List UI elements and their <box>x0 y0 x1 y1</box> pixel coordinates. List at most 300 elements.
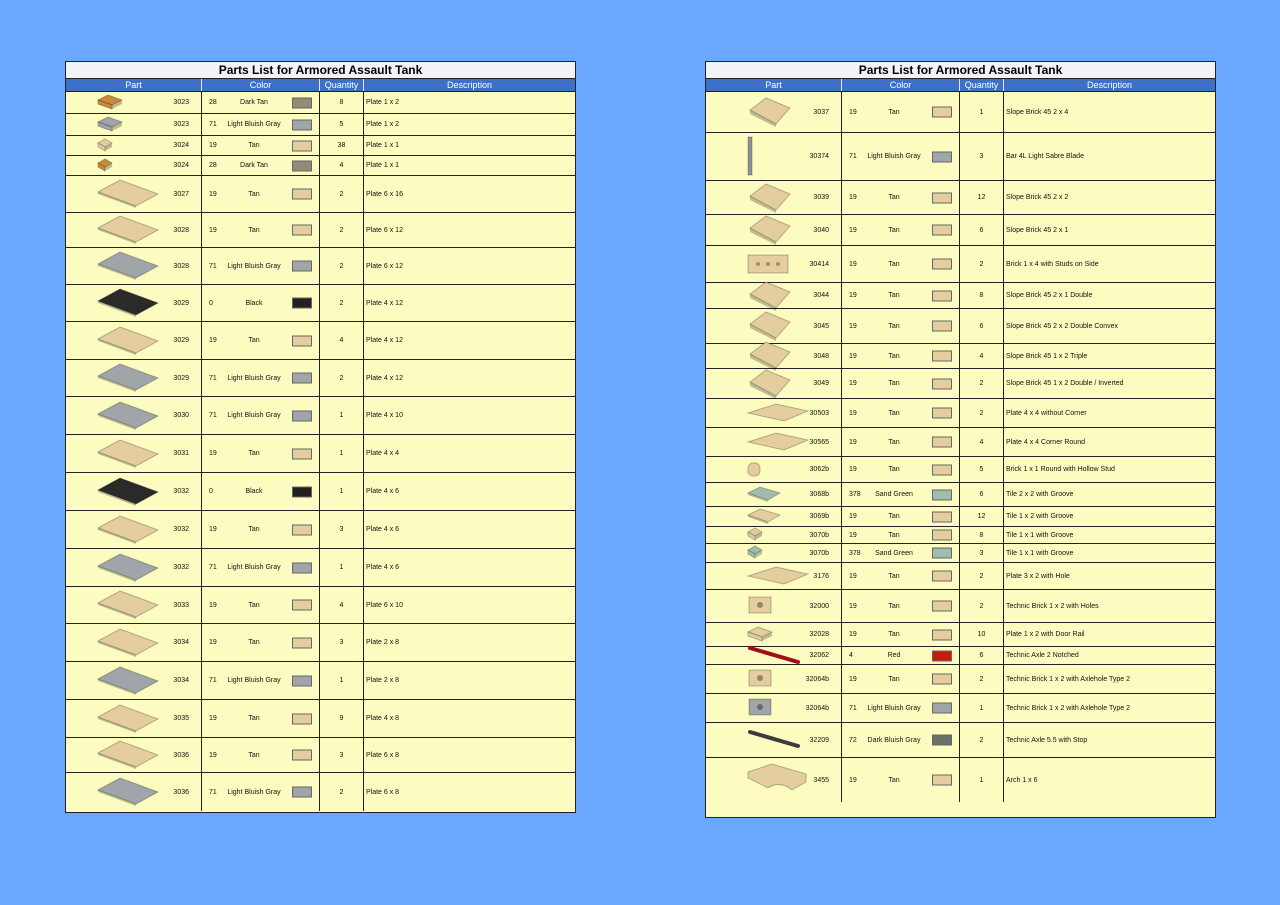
color-id: 19 <box>209 337 217 344</box>
part-number: 3032 <box>173 564 189 571</box>
quantity-cell: 2 <box>960 665 1004 693</box>
table-row <box>706 563 1215 590</box>
color-swatch <box>292 335 312 346</box>
sheet-title: Parts List for Armored Assault Tank <box>706 62 1215 79</box>
part-image <box>746 626 774 644</box>
description-cell: Plate 4 x 10 <box>366 412 403 419</box>
color-cell <box>202 435 320 472</box>
color-cell <box>842 507 960 526</box>
color-cell <box>202 397 320 434</box>
color-cell <box>202 662 320 699</box>
color-cell <box>202 587 320 623</box>
part-number: 3036 <box>173 751 189 759</box>
color-cell <box>842 590 960 622</box>
color-name: Tan <box>248 715 260 722</box>
description-cell: Plate 4 x 6 <box>366 526 400 533</box>
part-cell <box>706 694 842 722</box>
description-cell: Plate 4 x 8 <box>366 715 400 722</box>
description-cell: Plate 6 x 8 <box>366 751 400 759</box>
quantity-cell: 2 <box>960 723 1004 757</box>
color-id: 71 <box>209 677 217 684</box>
color-name: Tan <box>248 526 260 533</box>
part-number: 3029 <box>173 337 189 344</box>
part-image <box>746 136 754 178</box>
color-swatch <box>932 775 952 786</box>
color-cell <box>202 176 320 212</box>
part-cell <box>706 563 842 589</box>
part-cell <box>706 758 842 802</box>
part-number: 3023 <box>173 121 189 128</box>
color-name: Tan <box>248 450 260 457</box>
quantity-cell: 5 <box>320 114 364 135</box>
description-cell: Plate 6 x 10 <box>366 601 403 609</box>
parts-sheet-right <box>705 61 1216 818</box>
part-number: 3062b <box>809 466 829 473</box>
part-cell <box>706 544 842 562</box>
part-cell <box>706 92 842 132</box>
color-name: Tan <box>888 631 900 638</box>
description-cell: Plate 4 x 4 without Corner <box>1006 409 1087 417</box>
part-number: 30374 <box>809 153 829 160</box>
part-number: 3068b <box>809 491 829 498</box>
part-image <box>96 178 160 210</box>
color-swatch <box>292 637 312 648</box>
part-image <box>746 593 774 619</box>
table-body <box>706 92 1215 802</box>
part-image <box>746 212 796 248</box>
part-image <box>746 527 764 543</box>
part-image <box>746 366 796 402</box>
quantity-cell: 38 <box>320 136 364 155</box>
part-cell <box>66 511 202 548</box>
description-cell: Tile 2 x 2 with Groove <box>1006 491 1074 498</box>
color-id: 19 <box>849 352 857 360</box>
color-swatch <box>932 321 952 332</box>
color-id: 72 <box>849 736 857 744</box>
color-cell <box>842 133 960 180</box>
color-cell <box>842 758 960 802</box>
header-description: Description <box>446 80 493 90</box>
color-id: 19 <box>849 409 857 417</box>
color-swatch <box>932 674 952 685</box>
part-image <box>96 665 160 697</box>
table-row <box>66 435 575 473</box>
color-id: 19 <box>209 526 217 533</box>
color-id: 19 <box>849 675 857 683</box>
color-id: 0 <box>209 299 213 307</box>
part-image <box>96 94 124 112</box>
parts-sheet-left <box>65 61 576 813</box>
color-name: Tan <box>248 751 260 759</box>
quantity-cell: 6 <box>960 309 1004 343</box>
part-image <box>96 438 160 470</box>
color-cell <box>202 473 320 510</box>
color-name: Light Bluish Gray <box>867 153 921 160</box>
description-cell: Plate 6 x 12 <box>366 262 403 270</box>
part-number: 3030 <box>173 412 189 419</box>
table-row <box>66 156 575 176</box>
part-cell <box>706 590 842 622</box>
color-id: 19 <box>209 751 217 759</box>
quantity-cell: 1 <box>960 758 1004 802</box>
quantity-cell: 2 <box>320 285 364 321</box>
color-id: 71 <box>209 262 217 270</box>
color-swatch <box>292 675 312 686</box>
part-image <box>746 430 810 454</box>
color-id: 71 <box>209 374 217 382</box>
color-name: Tan <box>248 639 260 646</box>
quantity-cell: 1 <box>960 92 1004 132</box>
color-swatch <box>292 562 312 573</box>
quantity-cell: 6 <box>960 647 1004 664</box>
description-cell: Arch 1 x 6 <box>1006 776 1038 784</box>
description-cell: Plate 4 x 12 <box>366 337 403 344</box>
part-image <box>96 250 160 282</box>
part-number: 3069b <box>809 513 829 520</box>
part-cell <box>706 665 842 693</box>
color-swatch <box>932 629 952 640</box>
quantity-cell: 2 <box>960 590 1004 622</box>
quantity-cell: 4 <box>320 587 364 623</box>
color-id: 71 <box>209 564 217 571</box>
table-row <box>706 647 1215 665</box>
table-row <box>66 624 575 662</box>
color-cell <box>842 246 960 282</box>
color-cell <box>202 738 320 772</box>
part-cell <box>706 457 842 482</box>
table-row <box>706 694 1215 723</box>
color-swatch <box>932 408 952 419</box>
table-row <box>66 397 575 435</box>
color-swatch <box>932 650 952 661</box>
quantity-cell: 12 <box>960 507 1004 526</box>
part-cell <box>706 215 842 245</box>
description-cell: Plate 4 x 4 <box>366 450 400 457</box>
color-swatch <box>292 160 312 171</box>
color-id: 28 <box>209 162 217 169</box>
description-cell: Plate 4 x 6 <box>366 488 400 495</box>
description-cell: Plate 3 x 2 with Hole <box>1006 572 1070 580</box>
part-number: 3031 <box>173 450 189 457</box>
color-id: 19 <box>209 226 217 234</box>
description-cell: Technic Axle 5.5 with Stop <box>1006 736 1088 744</box>
table-row <box>706 527 1215 544</box>
part-number: 3045 <box>813 322 829 330</box>
table-row <box>706 283 1215 309</box>
part-number: 3027 <box>173 190 189 198</box>
part-image <box>746 545 764 561</box>
table-row <box>66 285 575 322</box>
table-row <box>66 773 575 811</box>
quantity-cell: 4 <box>960 428 1004 456</box>
part-image <box>746 460 762 480</box>
color-swatch <box>932 703 952 714</box>
color-cell <box>202 136 320 155</box>
color-cell <box>842 399 960 427</box>
color-name: Tan <box>248 226 260 234</box>
color-cell <box>842 369 960 398</box>
description-cell: Plate 2 x 8 <box>366 677 400 684</box>
quantity-cell: 3 <box>320 738 364 772</box>
color-name: Tan <box>888 602 900 610</box>
table-header <box>66 79 575 92</box>
part-cell <box>66 662 202 699</box>
quantity-cell: 2 <box>320 773 364 811</box>
description-cell: Plate 1 x 2 with Door Rail <box>1006 631 1085 638</box>
part-cell <box>66 285 202 321</box>
part-image <box>746 564 810 588</box>
description-cell: Slope Brick 45 2 x 4 <box>1006 108 1069 116</box>
quantity-cell: 6 <box>960 483 1004 506</box>
color-id: 19 <box>849 513 857 520</box>
description-cell: Slope Brick 45 2 x 2 <box>1006 194 1069 201</box>
part-number: 3028 <box>173 226 189 234</box>
color-name: Tan <box>888 409 900 417</box>
color-id: 19 <box>849 194 857 201</box>
color-cell <box>202 549 320 586</box>
color-swatch <box>932 290 952 301</box>
color-name: Tan <box>248 190 260 198</box>
color-id: 28 <box>209 99 217 106</box>
color-name: Tan <box>248 337 260 344</box>
part-cell <box>706 483 842 506</box>
color-swatch <box>932 464 952 475</box>
color-id: 0 <box>209 488 213 495</box>
color-id: 71 <box>209 788 217 796</box>
table-row <box>66 700 575 738</box>
part-number: 3028 <box>173 262 189 270</box>
color-id: 378 <box>849 491 861 498</box>
part-image <box>746 728 802 752</box>
color-swatch <box>292 524 312 535</box>
part-cell <box>66 549 202 586</box>
description-cell: Slope Brick 45 1 x 2 Double / Inverted <box>1006 380 1124 387</box>
color-swatch <box>292 140 312 151</box>
part-number: 3039 <box>813 194 829 201</box>
color-id: 19 <box>849 380 857 387</box>
table-row <box>706 133 1215 181</box>
table-row <box>66 213 575 248</box>
color-swatch <box>932 225 952 236</box>
description-cell: Plate 4 x 12 <box>366 374 403 382</box>
part-image <box>96 158 114 174</box>
quantity-cell: 12 <box>960 181 1004 214</box>
quantity-cell: 2 <box>960 563 1004 589</box>
part-image <box>96 514 160 546</box>
part-cell <box>706 181 842 214</box>
quantity-cell: 2 <box>320 213 364 247</box>
color-cell <box>842 527 960 543</box>
part-image <box>96 362 160 394</box>
part-number: 3036 <box>173 788 189 796</box>
part-cell <box>706 428 842 456</box>
part-number: 30414 <box>809 260 829 268</box>
part-number: 32062 <box>809 652 829 659</box>
description-cell: Slope Brick 45 2 x 1 <box>1006 226 1069 234</box>
color-name: Tan <box>888 572 900 580</box>
table-row <box>706 590 1215 623</box>
color-id: 19 <box>209 142 217 149</box>
part-number: 3049 <box>813 380 829 387</box>
part-number: 3070b <box>809 549 829 557</box>
color-id: 19 <box>209 715 217 722</box>
quantity-cell: 5 <box>960 457 1004 482</box>
color-swatch <box>932 437 952 448</box>
quantity-cell: 8 <box>320 92 364 113</box>
color-name: Dark Tan <box>240 162 268 169</box>
table-row <box>66 322 575 360</box>
color-cell <box>842 647 960 664</box>
color-name: Tan <box>888 466 900 473</box>
description-cell: Tile 1 x 1 with Groove <box>1006 531 1074 539</box>
color-id: 19 <box>849 292 857 299</box>
part-image <box>96 776 160 808</box>
color-id: 19 <box>849 531 857 539</box>
table-row <box>66 248 575 285</box>
part-cell <box>66 435 202 472</box>
color-name: Dark Tan <box>240 99 268 106</box>
part-image <box>746 762 808 798</box>
table-row <box>66 114 575 136</box>
part-cell <box>66 156 202 175</box>
description-cell: Bar 4L Light Sabre Blade <box>1006 153 1084 160</box>
part-number: 3032 <box>173 526 189 533</box>
part-image <box>96 400 160 432</box>
description-cell: Plate 6 x 8 <box>366 788 400 796</box>
color-swatch <box>292 189 312 200</box>
quantity-cell: 2 <box>960 369 1004 398</box>
table-row <box>706 215 1215 246</box>
quantity-cell: 3 <box>960 133 1004 180</box>
color-name: Black <box>245 299 263 307</box>
color-name: Light Bluish Gray <box>227 374 281 382</box>
part-number: 3029 <box>173 299 189 307</box>
color-cell <box>202 114 320 135</box>
part-cell <box>706 723 842 757</box>
part-number: 3048 <box>813 352 829 360</box>
color-cell <box>202 624 320 661</box>
description-cell: Slope Brick 45 2 x 2 Double Convex <box>1006 322 1119 330</box>
quantity-cell: 2 <box>320 360 364 396</box>
table-row <box>706 665 1215 694</box>
color-cell <box>202 773 320 811</box>
quantity-cell: 10 <box>960 623 1004 646</box>
color-name: Tan <box>888 194 900 201</box>
table-row <box>706 758 1215 802</box>
table-row <box>66 473 575 511</box>
header-color: Color <box>202 79 320 91</box>
color-swatch <box>932 378 952 389</box>
description-cell: Tile 1 x 2 with Groove <box>1006 513 1074 520</box>
part-image <box>96 627 160 659</box>
quantity-cell: 3 <box>320 511 364 548</box>
part-image <box>96 476 160 508</box>
table-row <box>706 544 1215 563</box>
color-cell <box>202 213 320 247</box>
color-cell <box>202 322 320 359</box>
color-name: Light Bluish Gray <box>227 788 281 796</box>
color-name: Tan <box>888 108 900 116</box>
description-cell: Plate 4 x 12 <box>366 299 403 307</box>
color-id: 71 <box>849 153 857 160</box>
part-image <box>746 180 796 216</box>
quantity-cell: 2 <box>960 399 1004 427</box>
part-number: 32064b <box>805 675 829 683</box>
color-id: 19 <box>849 572 857 580</box>
quantity-cell: 3 <box>960 544 1004 562</box>
table-row <box>706 399 1215 428</box>
color-swatch <box>292 787 312 798</box>
color-cell <box>842 344 960 368</box>
color-swatch <box>932 192 952 203</box>
color-swatch <box>292 750 312 761</box>
part-number: 32028 <box>809 631 829 638</box>
color-swatch <box>932 489 952 500</box>
color-name: Light Bluish Gray <box>227 121 281 128</box>
part-cell <box>66 114 202 135</box>
part-image <box>96 116 124 134</box>
table-row <box>66 511 575 549</box>
color-swatch <box>932 530 952 541</box>
part-number: 3034 <box>173 639 189 646</box>
color-name: Tan <box>888 438 900 446</box>
part-number: 3023 <box>173 99 189 106</box>
color-id: 19 <box>849 108 857 116</box>
part-number: 3176 <box>813 572 829 580</box>
table-row <box>66 662 575 700</box>
color-cell <box>842 309 960 343</box>
part-number: 3070b <box>809 531 829 539</box>
part-image <box>96 138 114 154</box>
header-part: Part <box>706 79 842 91</box>
color-cell <box>842 665 960 693</box>
table-body <box>66 92 575 811</box>
part-cell <box>66 248 202 284</box>
color-name: Tan <box>888 675 900 683</box>
part-number: 3024 <box>173 162 189 169</box>
part-cell <box>66 322 202 359</box>
part-image <box>96 325 160 357</box>
color-name: Sand Green <box>875 549 913 557</box>
part-number: 3044 <box>813 292 829 299</box>
quantity-cell: 1 <box>320 435 364 472</box>
quantity-cell: 4 <box>960 344 1004 368</box>
color-name: Dark Bluish Gray <box>867 736 921 744</box>
description-cell: Plate 4 x 6 <box>366 564 400 571</box>
color-name: Light Bluish Gray <box>227 262 281 270</box>
description-cell: Technic Brick 1 x 2 with Holes <box>1006 602 1099 610</box>
color-id: 19 <box>849 438 857 446</box>
color-name: Sand Green <box>875 491 913 498</box>
table-row <box>66 360 575 397</box>
part-cell <box>66 397 202 434</box>
part-cell <box>66 213 202 247</box>
color-cell <box>202 92 320 113</box>
description-cell: Plate 6 x 12 <box>366 226 403 234</box>
color-id: 71 <box>209 121 217 128</box>
quantity-cell: 3 <box>320 624 364 661</box>
part-image <box>746 249 792 279</box>
part-number: 3035 <box>173 715 189 722</box>
description-cell: Slope Brick 45 1 x 2 Triple <box>1006 352 1088 360</box>
color-swatch <box>292 373 312 384</box>
color-cell <box>842 215 960 245</box>
color-cell <box>842 544 960 562</box>
description-cell: Plate 1 x 1 <box>366 142 400 149</box>
color-id: 19 <box>209 190 217 198</box>
part-image <box>746 666 774 692</box>
table-row <box>706 369 1215 399</box>
